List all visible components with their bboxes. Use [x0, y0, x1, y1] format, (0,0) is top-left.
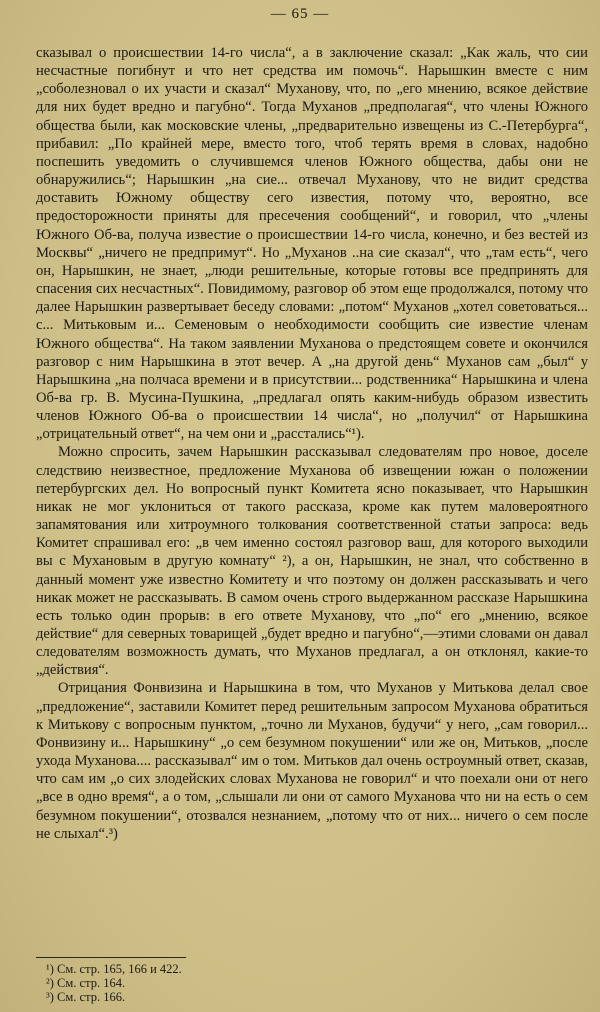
footnote-1: ¹) См. стр. 165, 166 и 422. [46, 962, 182, 976]
page-number: — 65 — [270, 6, 330, 22]
footnotes [46, 962, 446, 1004]
footnote-divider [36, 957, 186, 958]
footnote-3: ³) См. стр. 166. [46, 990, 126, 1004]
paragraph-1: сказывал о происшествии 14-го числа“, а в заключение сказал: „Как жаль, что сии несчастные погибнут и что нет средства им помочь“. Нарышкин вместе с ним „соболезновал о их участи и сказал“ Муханову, что, по „его мнению, всякое действие для них будет вредно и пагубно“. Тогда Муханов „предполагая“, что члены Южного общества были, как московские члены, „предварительно извещены из С.-Петербурга“, прибавил: „По крайней мере, вместо того, чтоб терять время в словах, надобно поспешить уведомить о случившемся членов Южного общества, дабы они не обнаружились“; Нарышкин „на сие... отвечал Муханову, что не видит средства доставить Южному обществу сего известия, потому что, вероятно, все предосторожности приняты для пресечения сообщений“, и говорил, что „члены Южного Об-ва, получа известие о происшествии 14-го числа, конечно, и без вестей из Москвы“ „ничего не предпримут“. Но „Муханов ..на сие сказал“, что „там есть“, чего он, Нарышкин, не знает, „люди решительные, которые готовы все предпринять для спасения сих несчастных“. Повидимому, разговор об этом еще продолжался, потому что далее Нарышкин развертывает беседу словами: „потом“ Муханов „хотел советоваться... с... Митьковым и... Семеновым о необходимости сообщить сие известие членам Южного общества“. На таком заявлении Муханова о предстоящем совете и окончился разговор с ним Нарышкина в этот вечер. А „на другой день“ Муханов сам „был“ у Нарышкина „на полчаса времени и в присутствии... родственника“ Нарышкина и члена Об-ва гр. В. Мусина-Пушкина, „предлагал опять каким-нибудь образом известить членов Южного Об-ва о происшествии 14 числа“, но „получил“ от Нарышкина „отрицательный ответ“, на чем они и „расстались“¹). [36, 45, 588, 443]
paragraph-2: Можно спросить, зачем Нарышкин рассказывал следователям про новое, доселе следствию неизвестное, предложение Муханова об извещении южан о положении петербургских дел. Но вопросный пункт Комитета ясно показывает, что Нарышкин никак не мог уклониться от такого рассказа, кроме как путем маловероятного запамятования или хитроумного толкования соответственной статьи запроса: ведь Комитет спрашивал его: „в чем именно состоял разговор ваш, для которого выходили вы с Мухановым в другую комнату“ ²), а он, Нарышкин, не знал, что собственно в данный момент уже известно Комитету и что поэтому он должен рассказывать и чего никак может не рассказывать. В самом очень строго выдержанном рассказе Нарышкина есть только один прорыв: в его ответе Муханову, что „по“ его „мнению, всякое действие“ для северных товарищей „будет вредно и пагубно“,—этими словами он давал следователям возможность думать, что Муханов предлагал, а он отклонял, какие-то „действия“. [36, 444, 588, 679]
footnote-2: ²) См. стр. 164. [46, 976, 126, 990]
paragraph-3: Отрицания Фонвизина и Нарышкина в том, что Муханов у Митькова делал свое „предложение“, заставили Комитет перед решительным запросом Муханова обратиться к Митькову с вопросным пунктом, „точно ли Муханов, будучи“ у него, „сам говорил... Фонвизину и... Нарышкину“ „о сем безумном покушении“ или же он, Митьков, „после ухода Муханова.... рассказывал“ им о том. Митьков дал очень остроумный ответ, сказав, что сам им „о сих злодейских словах Муханова не говорил“ и что поехали они от него „все в одно время“, а о том, „слышали ли они от самого Муханова что ни на есть о сем безумном покушении“, отозвался незнанием, „потому что от них... ничего о сем после не слыхал“.³) [36, 680, 588, 842]
main-text [36, 44, 588, 843]
